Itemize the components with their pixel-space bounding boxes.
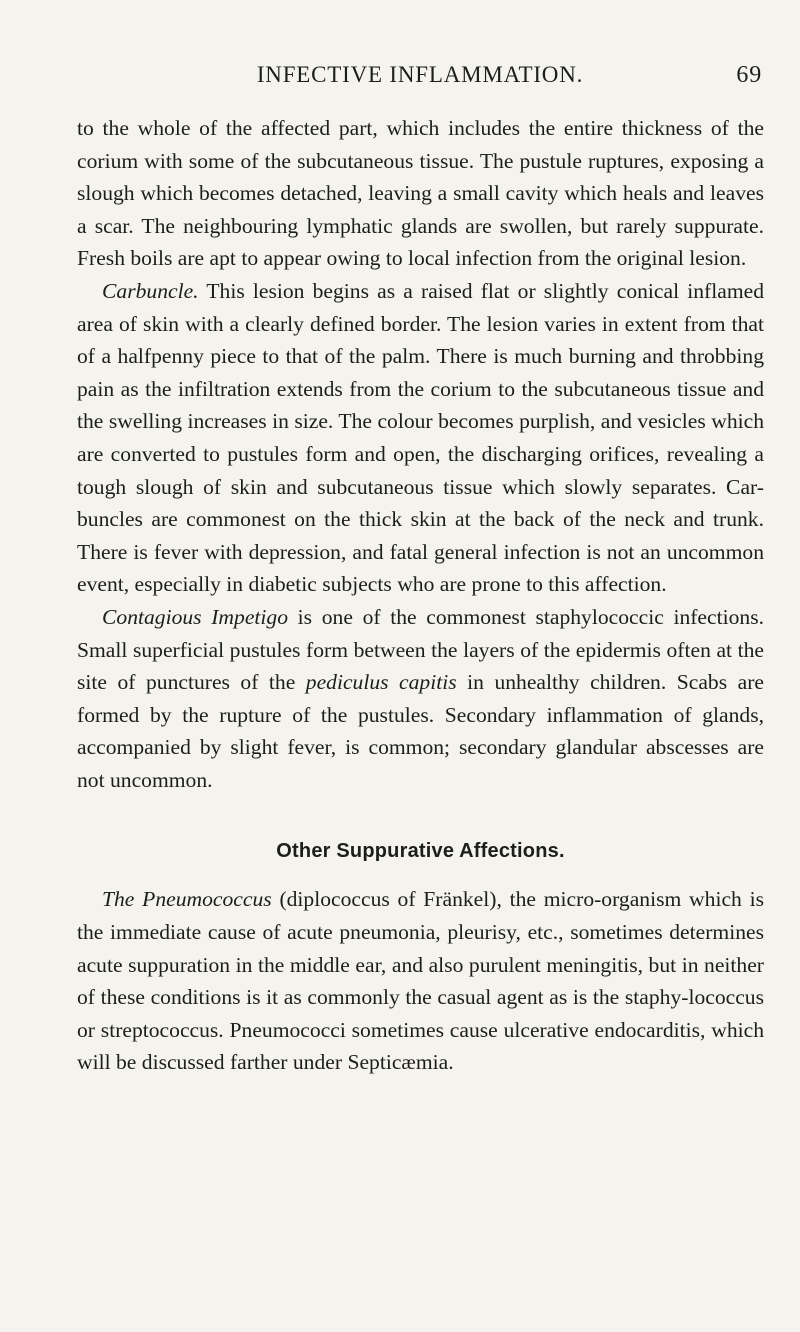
paragraph-continuation-text: to the whole of the affected part, which includes the entire thickness of the corium with some of the subcutaneous tissue. The pustule ruptures, exposing a slough which becomes detached, leaving a small cavity which heals and leaves a scar. The neighbouring lymphatic glands are swollen, but rarely suppurate. Fresh boils are apt to appear owing to local infection from the original lesion. [77, 116, 764, 271]
running-head [78, 59, 762, 91]
pediculus-capitis-term: pediculus capitis [305, 670, 457, 695]
paragraph-pneumococcus [77, 883, 764, 1079]
paragraph-carbuncle [77, 275, 764, 601]
pneumococcus-text: (diplococcus of Fränkel), the micro-organism which is the immediate cause of acute pneumonia, pleurisy, etc., sometimes determines acute suppuration in the middle ear, and also purulent meningitis, but in neither of these conditions is it as commonly the casual agent as is the staphy-lococcus or streptococcus. Pneumococci sometimes cause ulcerative endocarditis, which will be discussed farther under Septicæmia. [77, 887, 764, 1075]
section-heading: Other Suppurative Affections. [276, 840, 565, 863]
contagious-impetigo-text-b: in unhealthy children. Scabs are formed by the rupture of the pustules. Secondary inflammation of glands, accompanied by slight fever, is common; secondary glandular abscesses are not uncommon. [77, 670, 764, 792]
paragraph-continuation [77, 112, 764, 275]
carbuncle-term: Carbuncle. [102, 278, 199, 303]
body-text [77, 112, 764, 1079]
carbuncle-text: This lesion begins as a raised flat or slightly conical inflamed area of skin with a clearly defined border. The lesion varies in extent from that of a halfpenny piece to that of the palm. There is much burning and throbbing pain as the infiltration extends from the corium to the subcutaneous tissue and the swelling increases in size. The colour becomes purplish, and vesicles which are converted to pustules form and open, the discharging orifices, revealing a tough slough of skin and subcutaneous tissue which slowly separates. Car-buncles are commonest on the thick skin at the back of the neck and trunk. There is fever with depression, and fatal general infection is not an uncommon event, especially in diabetic subjects who are prone to this affection. [77, 278, 764, 597]
contagious-impetigo-text-a: is one of the commonest staphylococcic infections. Small superficial pustules form between the layers of the epidermis often at the site of punctures of the [77, 604, 764, 695]
pneumococcus-term: The Pneumococcus [102, 887, 272, 912]
contagious-impetigo-term: Contagious Impetigo [102, 604, 289, 629]
paragraph-contagious-impetigo [77, 601, 764, 797]
running-title: INFECTIVE INFLAMMATION. [256, 62, 584, 87]
page-number: 69 [736, 62, 762, 88]
